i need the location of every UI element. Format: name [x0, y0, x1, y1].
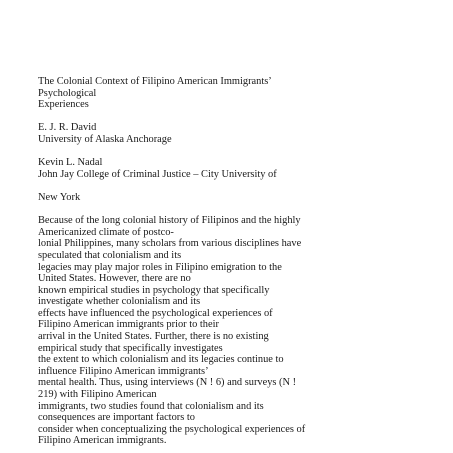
title-line: The Colonial Context of Filipino American Immigrants’ [38, 76, 272, 87]
abstract-line: immigrants, two studies found that colonialism and its [38, 400, 264, 412]
spacer [38, 204, 448, 216]
abstract-line: United States. However, there are no [38, 273, 191, 285]
spacer [38, 180, 448, 192]
abstract [38, 215, 448, 447]
abstract-line: Americanized climate of postco- [38, 226, 174, 238]
abstract-line: consider when conceptualizing the psychological experiences of [38, 423, 306, 435]
abstract-line: speculated that colonialism and its [38, 249, 182, 261]
abstract-line: 219) with Filipino American [38, 389, 157, 401]
abstract-line: legacies may play major roles in Filipino emigration to the [38, 261, 282, 273]
abstract-line: consequences are important factors to [38, 412, 195, 424]
spacer [38, 111, 448, 123]
abstract-line: investigate whether colonialism and its [38, 296, 201, 308]
abstract-line: Filipino American immigrants prior to their [38, 319, 219, 331]
abstract-line: effects have influenced the psychological experiences of [38, 307, 273, 319]
abstract-line: Because of the long colonial history of Filipinos and the highly [38, 215, 301, 227]
abstract-line: mental health. Thus, using interviews (N ! 6) and surveys (N ! [38, 377, 297, 389]
abstract-line: the extent to which colonialism and its legacies continue to [38, 354, 284, 366]
author-affiliation: University of Alaska Anchorage [38, 133, 172, 145]
document-page [38, 76, 448, 447]
paper-title [38, 76, 448, 111]
title-line: Experiences [38, 99, 89, 111]
spacer [38, 146, 448, 158]
author-affiliation: New York [38, 191, 81, 203]
abstract-line: empirical study that specifically investigates [38, 342, 223, 354]
abstract-line: Filipino American immigrants. [38, 435, 167, 447]
abstract-line: known empirical studies in psychology that specifically [38, 284, 270, 296]
abstract-line: influence Filipino American immigrants’ [38, 365, 209, 377]
author-name: Kevin L. Nadal [38, 157, 103, 169]
author-affiliation: John Jay College of Criminal Justice – City University of [38, 168, 277, 180]
title-line: Psychological [38, 87, 97, 99]
abstract-line: arrival in the United States. Further, there is no existing [38, 331, 269, 343]
author-block-2 [38, 157, 448, 203]
author-name: E. J. R. David [38, 122, 97, 134]
abstract-line: lonial Philippines, many scholars from various disciplines have [38, 238, 302, 250]
author-block-1 [38, 122, 448, 145]
